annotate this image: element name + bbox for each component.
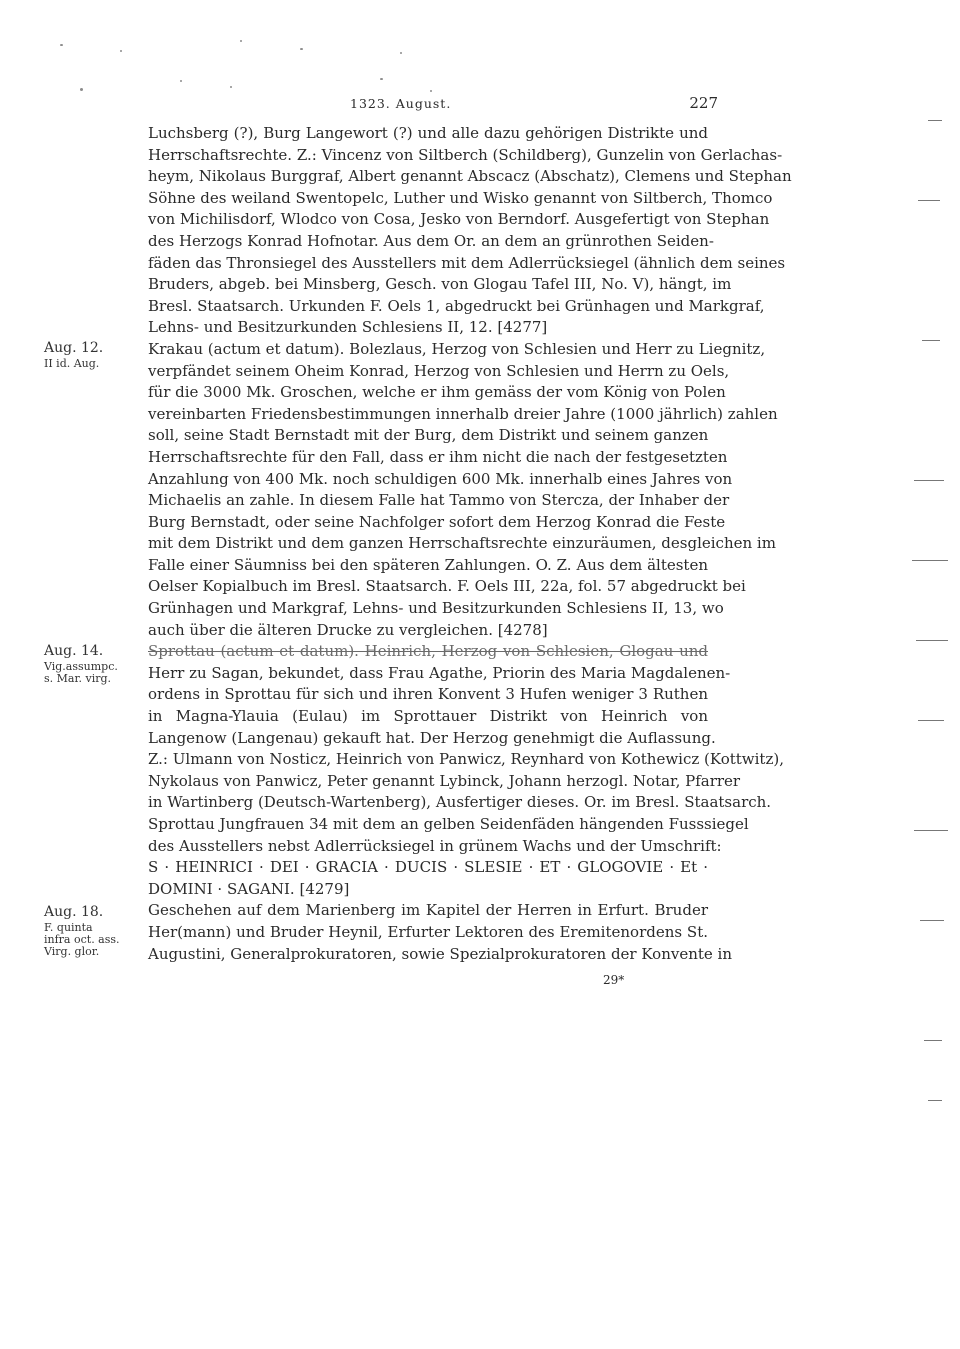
text-line: von Michilisdorf, Wlodco von Cosa, Jesko von Berndorf. Ausgefertigt von Stephan — [148, 210, 770, 229]
text-line: mit dem Distrikt und dem ganzen Herrschaftsrechte einzuräumen, desgleichen im — [148, 534, 776, 553]
text-line: Herr zu Sagan, bekundet, dass Frau Agathe, Priorin des Maria Magdalenen- — [148, 663, 731, 682]
scan-speck — [300, 48, 303, 50]
text-line: des Ausstellers nebst Adlerrücksiegel in grünem Wachs und der Umschrift: — [148, 836, 722, 855]
page-number: 227 — [689, 94, 718, 112]
scan-speck — [240, 40, 242, 42]
text-line: Bruders, abgeb. bei Minsberg, Gesch. von Glogau Tafel III, No. V), hängt, im — [148, 275, 732, 294]
text-line: soll, seine Stadt Bernstadt mit der Burg, dem Distrikt und seinem ganzen — [148, 426, 709, 445]
margin-note-4278 — [44, 339, 146, 370]
text-line: Langenow (Langenau) gekauft hat. Der Herzog genehmigt die Auflassung. — [148, 728, 716, 747]
entry-next — [148, 900, 733, 965]
margin-feast: Virg. glor. — [44, 945, 100, 958]
scan-edge-noise — [908, 0, 954, 1349]
text-line: vereinbarten Friedensbestimmungen innerhalb dreier Jahre (1000 jährlich) zahlen — [148, 404, 778, 423]
text-line: in Magna-Ylauia (Eulau) im Sprottauer Distrikt von Heinrich von — [148, 707, 708, 726]
seal-inscription-line: S · HEINRICI · DEI · GRACIA · DUCIS · SLESIE · ET · GLOGOVIE · Et · — [148, 858, 708, 877]
text-line: des Herzogs Konrad Hofnotar. Aus dem Or. an dem an grünrothen Seiden- — [148, 231, 714, 250]
text-line: Sprottau Jungfrauen 34 mit dem an gelben Seidenfäden hängenden Fusssiegel — [148, 815, 749, 833]
margin-feast: s. Mar. virg. — [44, 672, 112, 685]
margin-date: Aug. 14. — [44, 643, 104, 659]
scan-speck — [400, 52, 402, 54]
text-line: Nykolaus von Panwicz, Peter genannt Lybinck, Johann herzogl. Notar, Pfarrer — [148, 771, 741, 790]
header-date: 1323. August. — [350, 96, 452, 111]
text-line: Oelser Kopialbuch im Bresl. Staatsarch. F. Oels III, 22a, fol. 57 abgedruckt bei — [148, 577, 746, 596]
text-line-with-number: auch über die älteren Drucke zu vergleichen. [4278] — [148, 620, 548, 639]
scan-speck — [120, 50, 122, 52]
text-line: in Wartinberg (Deutsch-Wartenberg), Ausfertiger dieses. Or. im Bresl. Staatsarch. — [148, 793, 772, 812]
text-line: Michaelis an zahle. In diesem Falle hat Tammo von Stercza, der Inhaber der — [148, 491, 730, 510]
text-line-with-number: Lehns- und Besitzurkunden Schlesiens II, 12. [4277] — [148, 318, 548, 337]
margin-feast: Vig.assumpc. — [44, 660, 118, 673]
margin-date: Aug. 12. — [44, 340, 104, 356]
scan-speck — [60, 44, 63, 46]
margin-date: Aug. 18. — [44, 904, 104, 920]
text-line: für die 3000 Mk. Groschen, welche er ihm gemäss der vom König von Polen — [148, 383, 726, 402]
text-line: Z.: Ulmann von Nosticz, Heinrich von Panwicz, Reynhard von Kothewicz (Kottwitz), — [148, 750, 784, 769]
text-line: Augustini, Generalprokuratoren, sowie Spezialprokuratoren der Konvente in — [148, 944, 733, 963]
text-line: Burg Bernstadt, oder seine Nachfolger sofort dem Herzog Konrad die Feste — [148, 512, 726, 531]
text-line: Söhne des weiland Swentopelc, Luther und Wisko genannt von Siltberch, Thomco — [148, 188, 773, 207]
entry-4277 — [148, 123, 792, 339]
text-line: Bresl. Staatsarch. Urkunden F. Oels 1, abgedruckt bei Grünhagen und Markgraf, — [148, 296, 765, 315]
text-line: Krakau (actum et datum). Bolezlaus, Herzog von Schlesien und Herr zu Liegnitz, — [148, 339, 766, 358]
margin-feast: II id. Aug. — [44, 357, 100, 370]
body-text — [148, 123, 792, 965]
text-line: Falle einer Säumniss bei den späteren Zahlungen. O. Z. Aus dem ältesten — [148, 555, 708, 574]
scan-speck — [180, 80, 182, 82]
text-line: Grünhagen und Markgraf, Lehns- und Besitzurkunden Schlesiens II, 13, wo — [148, 599, 724, 618]
scan-speck — [430, 90, 432, 92]
entry-4278 — [148, 339, 778, 641]
running-header — [148, 94, 718, 116]
text-line: Geschehen auf dem Marienberg im Kapitel der Herren in Erfurt. Bruder — [148, 901, 708, 920]
text-line: Anzahlung von 400 Mk. noch schuldigen 600 Mk. innerhalb eines Jahres von — [148, 469, 733, 488]
text-line-struck: Sprottau (actum et datum). Heinrich, Herzog von Schlesien, Glogau und — [148, 642, 708, 661]
text-line: Herrschaftsrechte für den Fall, dass er ihm nicht die nach der festgesetzten — [148, 447, 728, 466]
margin-note-entry-4 — [44, 903, 146, 958]
scan-speck — [80, 88, 83, 91]
sheet-signature: 29* — [603, 973, 625, 987]
scan-speck — [380, 78, 383, 80]
text-line: verpfändet seinem Oheim Konrad, Herzog von Schlesien und Herrn zu Oels, — [148, 361, 730, 380]
text-line: Herrschaftsrechte. Z.: Vincenz von Siltberch (Schildberg), Gunzelin von Gerlachas- — [148, 145, 783, 164]
margin-feast: infra oct. ass. — [44, 933, 120, 946]
text-line: fäden das Thronsiegel des Ausstellers mit dem Adlerrücksiegel (ähnlich dem seines — [148, 253, 786, 272]
seal-inscription-line: DOMINI · SAGANI. [4279] — [148, 879, 350, 898]
margin-feast: F. quinta — [44, 921, 93, 934]
margin-note-4279 — [44, 642, 146, 685]
entry-4279 — [148, 641, 784, 900]
text-line: ordens in Sprottau für sich und ihren Konvent 3 Hufen weniger 3 Ruthen — [148, 685, 708, 704]
text-line: Her(mann) und Bruder Heynil, Erfurter Lektoren des Eremitenordens St. — [148, 922, 708, 941]
text-line: heym, Nikolaus Burggraf, Albert genannt Abscacz (Abschatz), Clemens und Stephan — [148, 167, 792, 186]
scan-speck — [230, 86, 232, 88]
text-line: Luchsberg (?), Burg Langewort (?) und alle dazu gehörigen Distrikte und — [148, 124, 708, 142]
